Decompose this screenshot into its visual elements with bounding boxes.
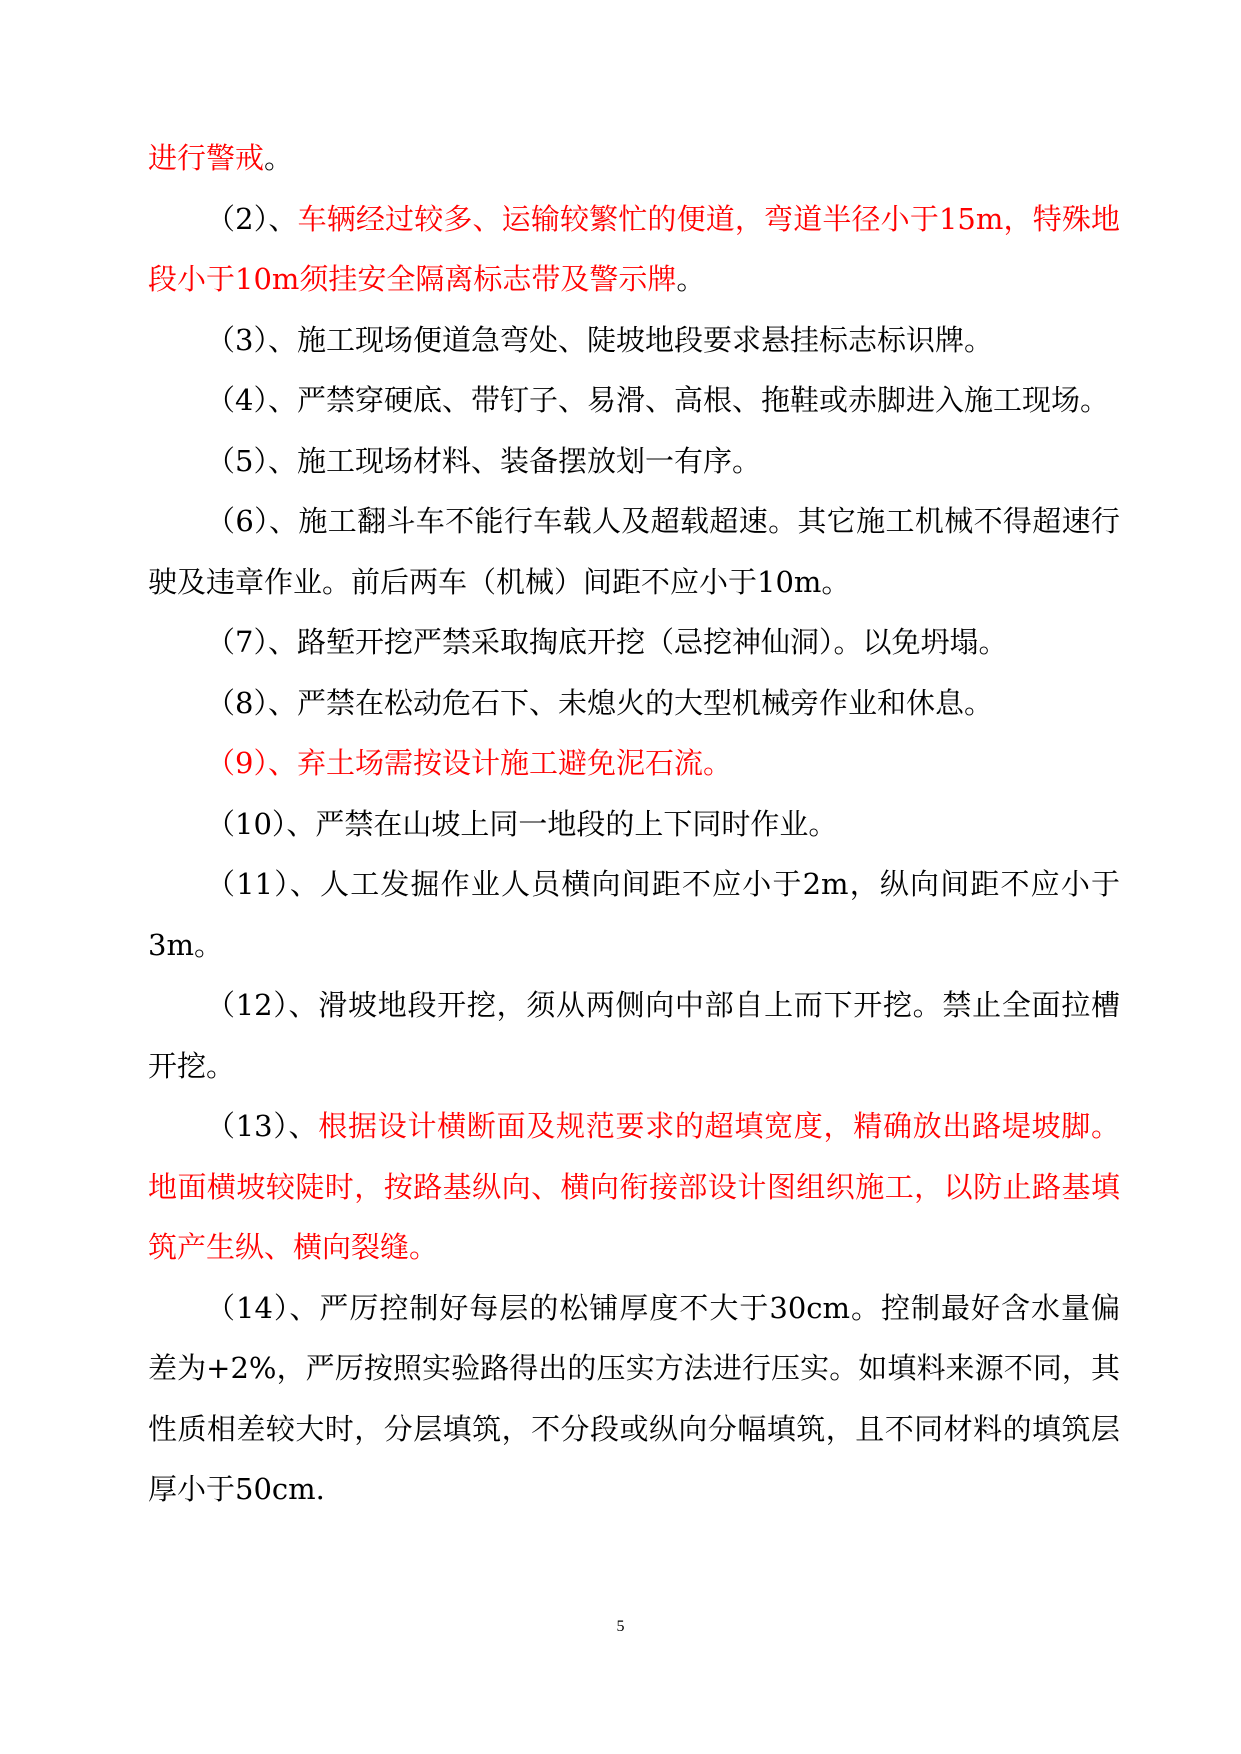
paragraph-continuation xyxy=(148,128,1120,189)
paragraph-text: （11）、人工发掘作业人员横向间距不应小于2m，纵向间距不应小于3m。 xyxy=(148,867,1120,962)
paragraph-item-14 xyxy=(148,1278,1120,1520)
paragraph-item-4 xyxy=(148,370,1120,431)
paragraph-text: （6）、施工翻斗车不能行车载人及超载超速。其它施工机械不得超速行驶及违章作业。前后两车（机械）间距不应小于10m。 xyxy=(148,504,1120,599)
paragraph-item-13 xyxy=(148,1096,1120,1278)
paragraph-item-3 xyxy=(148,310,1120,371)
red-text: 进行警戒 xyxy=(148,141,265,175)
red-text: 根据设计横断面及规范要求的超填宽度，精确放出路堤坡脚。地面横坡较陡时，按路基纵向、横向衔接部设计图组织施工，以防止路基填筑产生纵、横向裂缝。 xyxy=(148,1109,1120,1264)
paragraph-item-12 xyxy=(148,975,1120,1096)
paragraph-text: （12）、滑坡地段开挖，须从两侧向中部自上而下开挖。禁止全面拉槽开挖。 xyxy=(148,988,1120,1083)
paragraph-text: （10）、严禁在山坡上同一地段的上下同时作业。 xyxy=(206,806,838,841)
paragraph-item-10 xyxy=(148,794,1120,855)
red-text: 车辆经过较多、运输较繁忙的便道，弯道半径小于15m，特殊地段小于10m须挂安全隔离标志带及警示牌 xyxy=(148,201,1121,296)
item-prefix: （13）、 xyxy=(206,1109,319,1143)
paragraph-item-7 xyxy=(148,612,1120,673)
paragraph-text: （14）、严厉控制好每层的松铺厚度不大于30cm。控制最好含水量偏差为+2%，严厉按照实验路得出的压实方法进行压实。如填料来源不同，其性质相差较大时，分层填筑，不分段或纵向分幅填筑，且不同材料的填筑层厚小于50cm. xyxy=(148,1290,1120,1506)
body-text xyxy=(148,128,1120,1520)
paragraph-text: （8）、严禁在松动危石下、未熄火的大型机械旁作业和休息。 xyxy=(206,685,993,720)
paragraph-text: （7）、路堑开挖严禁采取掏底开挖（忌挖神仙洞）。以免坍塌。 xyxy=(206,625,1008,659)
page-number: 5 xyxy=(616,1618,625,1635)
paragraph-text: （4）、严禁穿硬底、带钉子、易滑、高根、拖鞋或赤脚进入施工现场。 xyxy=(206,383,1109,417)
paragraph-item-2 xyxy=(148,189,1120,310)
paragraph-text: （5）、施工现场材料、装备摆放划一有序。 xyxy=(206,443,761,478)
paragraph-suffix: 。 xyxy=(264,141,294,175)
paragraph-item-6 xyxy=(148,491,1120,612)
paragraph-item-11 xyxy=(148,854,1120,975)
item-prefix: （2）、 xyxy=(206,201,298,236)
paragraph-suffix: 。 xyxy=(676,262,706,296)
paragraph-text: （3）、施工现场便道急弯处、陡坡地段要求悬挂标志标识牌。 xyxy=(206,322,993,357)
paragraph-item-5 xyxy=(148,431,1120,492)
red-text: （9）、弃土场需按设计施工避免泥石流。 xyxy=(206,746,732,780)
paragraph-item-8 xyxy=(148,673,1120,734)
paragraph-item-9 xyxy=(148,733,1120,794)
